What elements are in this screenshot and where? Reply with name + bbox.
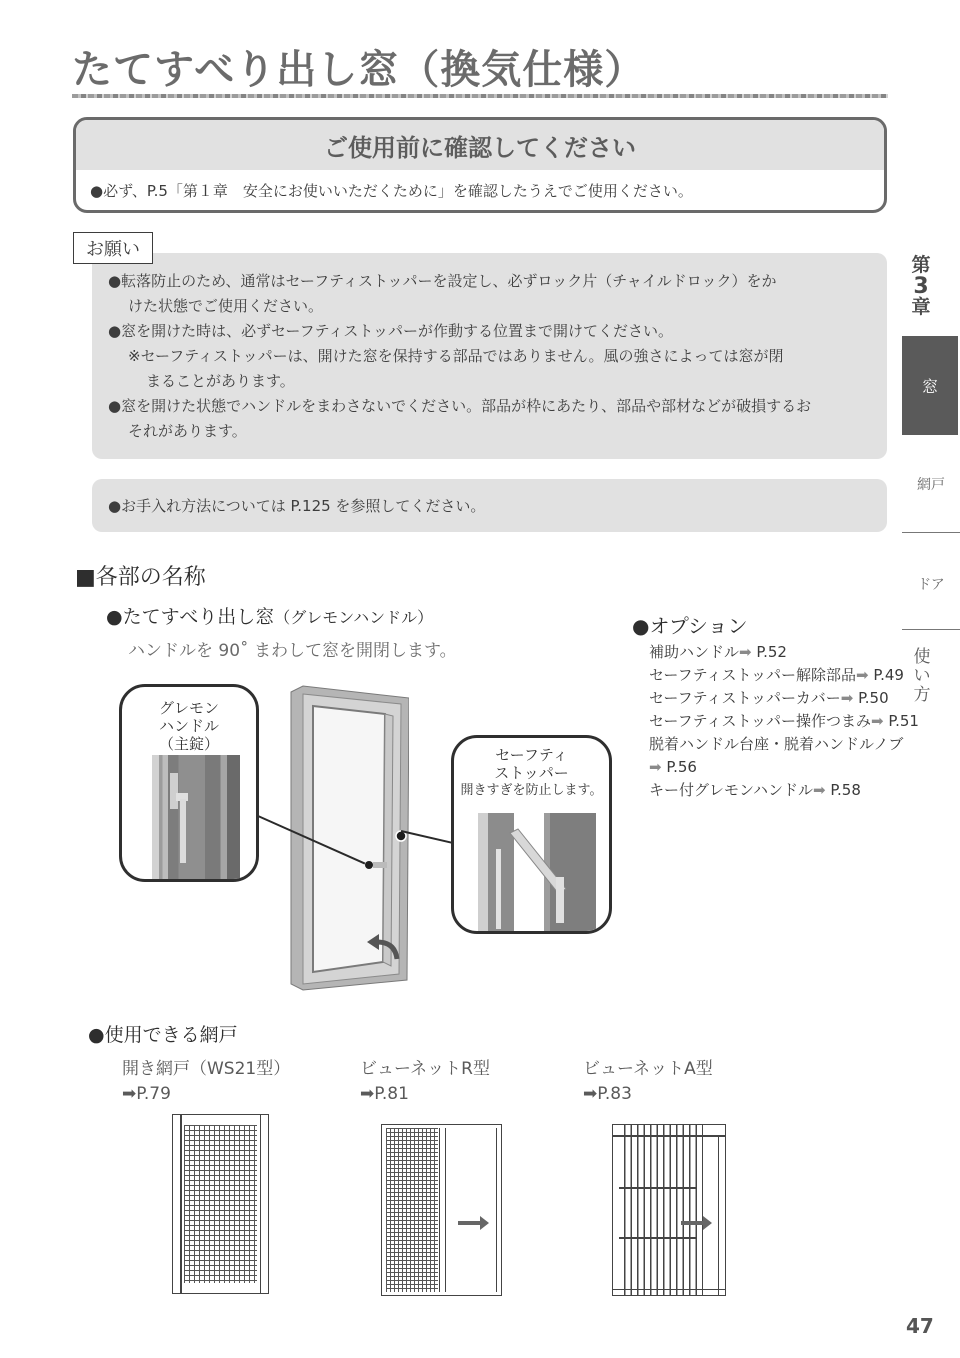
- onegai-item: まることがあります。: [146, 372, 295, 390]
- screen-page-ref[interactable]: ➡P.79: [122, 1084, 171, 1104]
- side-divider: [902, 629, 960, 630]
- title-rule: [72, 94, 888, 98]
- screen-item-viewnet-r[interactable]: [360, 1057, 490, 1107]
- viewnet-a-drawing: [612, 1124, 726, 1296]
- chapter-char: 第: [911, 254, 931, 276]
- option-item[interactable]: [649, 641, 919, 664]
- callout-line: セーフティ: [495, 746, 568, 764]
- mesh-pattern: [184, 1125, 257, 1283]
- pleat-bar: [439, 1128, 446, 1292]
- handle-photo: [152, 755, 240, 879]
- cross-rail: [619, 1187, 697, 1189]
- onegai-item: それがあります。: [128, 422, 247, 440]
- arrow-right-icon: ➡: [812, 781, 826, 799]
- arrow-right-icon: [681, 1221, 705, 1225]
- screen-name: ビューネットR型: [360, 1059, 490, 1079]
- stopper-photo: [478, 813, 596, 933]
- options-list: [649, 641, 919, 802]
- callout-line: ハンドル: [158, 717, 219, 735]
- arrow-right-head: [480, 1216, 489, 1230]
- side-divider: [902, 532, 960, 533]
- option-item[interactable]: [649, 710, 919, 733]
- stopper-photo-drawing: [478, 813, 596, 933]
- screen-item-ws21[interactable]: [122, 1057, 290, 1107]
- handle-callout-label: [122, 699, 256, 753]
- onegai-item: ●窓を開けた状態でハンドルをまわさないでください。部品が枠にあたり、部品や部材などが破損するお: [108, 397, 812, 415]
- page-number: 47: [906, 1314, 934, 1338]
- check-box-heading: ご使用前に確認してください: [76, 120, 884, 170]
- option-page: P.56: [666, 758, 697, 776]
- callout-line: （主錠）: [158, 735, 219, 753]
- callout-line: グレモン: [158, 699, 219, 717]
- option-item[interactable]: [649, 733, 919, 756]
- arrow-right-head: [703, 1216, 712, 1230]
- option-page: P.52: [756, 643, 787, 661]
- arrow-right-icon: ➡: [871, 712, 884, 730]
- stopper-callout: [451, 735, 612, 934]
- option-item-continued[interactable]: [649, 756, 919, 779]
- option-label: セーフティストッパー解除部品: [649, 666, 857, 684]
- cross-rail: [619, 1237, 697, 1239]
- option-label: 補助ハンドル: [649, 643, 740, 661]
- window-note: ハンドルを 90˚ まわして窓を開閉します。: [128, 641, 457, 661]
- options-heading: ●オプション: [632, 614, 748, 638]
- onegai-tag: お願い: [73, 232, 153, 264]
- handle-callout: [119, 684, 259, 882]
- screen-name: ビューネットA型: [583, 1059, 713, 1079]
- chapter-number: 3: [913, 274, 929, 299]
- option-page: P.50: [858, 689, 889, 707]
- callout-line: ストッパー: [494, 764, 569, 782]
- frame-stile: [496, 1128, 498, 1292]
- window-heading-suffix: （グレモンハンドル）: [274, 608, 434, 627]
- side-tab-screen[interactable]: 網戸: [917, 477, 945, 493]
- stopper-callout-label: [454, 746, 609, 800]
- check-before-use-box: [73, 117, 887, 213]
- option-label: キー付グレモンハンドル: [649, 781, 813, 799]
- option-page: P.58: [830, 781, 861, 799]
- stopper-note: 開きすぎを防止します。: [460, 783, 603, 798]
- onegai-item: ●窓を開けた時は、必ずセーフティストッパーが作動する位置まで開けてください。: [108, 322, 673, 340]
- chapter-label: [903, 255, 939, 318]
- window-heading: [106, 602, 433, 629]
- arrow-right-icon: ➡: [649, 758, 662, 776]
- screens-heading: ●使用できる網戸: [88, 1024, 238, 1046]
- option-page: P.51: [888, 712, 919, 730]
- screen-name: 開き網戸（WS21型）: [122, 1059, 291, 1079]
- onegai-item: ※セーフティストッパーは、開けた窓を保持する部品ではありません。風の強さによっては窓が閉: [128, 347, 784, 365]
- hinged-screen-drawing: [172, 1114, 269, 1294]
- option-item[interactable]: [649, 779, 919, 802]
- chapter-char: 章: [911, 296, 931, 318]
- care-note: ●お手入れ方法については P.125 を参照してください。: [92, 479, 887, 532]
- side-tab-usage-char: い: [913, 666, 931, 686]
- check-box-body: ●必ず、P.5「第１章 安全にお使いいただくために」を確認したうえでご使用ください。: [90, 181, 693, 200]
- parts-section-heading: ■各部の名称: [75, 565, 206, 590]
- side-tab-window[interactable]: 窓: [902, 336, 958, 435]
- option-label: セーフティストッパーカバー: [649, 689, 841, 707]
- side-tab-usage-char: 方: [913, 685, 931, 705]
- screen-item-viewnet-a[interactable]: [583, 1057, 713, 1107]
- onegai-item: けた状態でご使用ください。: [128, 297, 324, 315]
- option-label: 脱着ハンドル台座・脱着ハンドルノブ: [649, 735, 904, 753]
- option-item[interactable]: [649, 664, 919, 687]
- frame-stile: [260, 1115, 262, 1293]
- arrow-right-icon: ➡: [840, 689, 854, 707]
- option-page: P.49: [873, 666, 904, 684]
- frame-stile: [180, 1115, 182, 1293]
- side-tab-door[interactable]: ドア: [917, 577, 945, 593]
- side-tab-usage-char: 使: [913, 647, 931, 667]
- handle-grip: [180, 799, 186, 863]
- window-heading-main: ●たてすべり出し窓: [106, 606, 275, 628]
- top-rail: [613, 1135, 725, 1137]
- screen-page-ref[interactable]: ➡P.81: [360, 1084, 409, 1104]
- handle-base: [170, 773, 178, 809]
- onegai-box: [92, 253, 887, 459]
- arrow-right-icon: ➡: [739, 643, 752, 661]
- onegai-item: ●転落防止のため、通常はセーフティストッパーを設定し、必ずロック片（チャイルドロック）をか: [108, 272, 777, 290]
- frame-stile: [718, 1135, 720, 1295]
- viewnet-r-drawing: [381, 1124, 502, 1296]
- option-label: セーフティストッパー操作つまみ: [649, 712, 872, 730]
- screen-page-ref[interactable]: ➡P.83: [583, 1084, 632, 1104]
- bottom-rail: [613, 1289, 725, 1291]
- arrow-right-icon: ➡: [856, 666, 869, 684]
- arrow-right-icon: [458, 1221, 482, 1225]
- option-item[interactable]: [649, 687, 919, 710]
- page-title: たてすべり出し窓（換気仕様）: [72, 47, 646, 93]
- mesh-pattern: [386, 1128, 438, 1292]
